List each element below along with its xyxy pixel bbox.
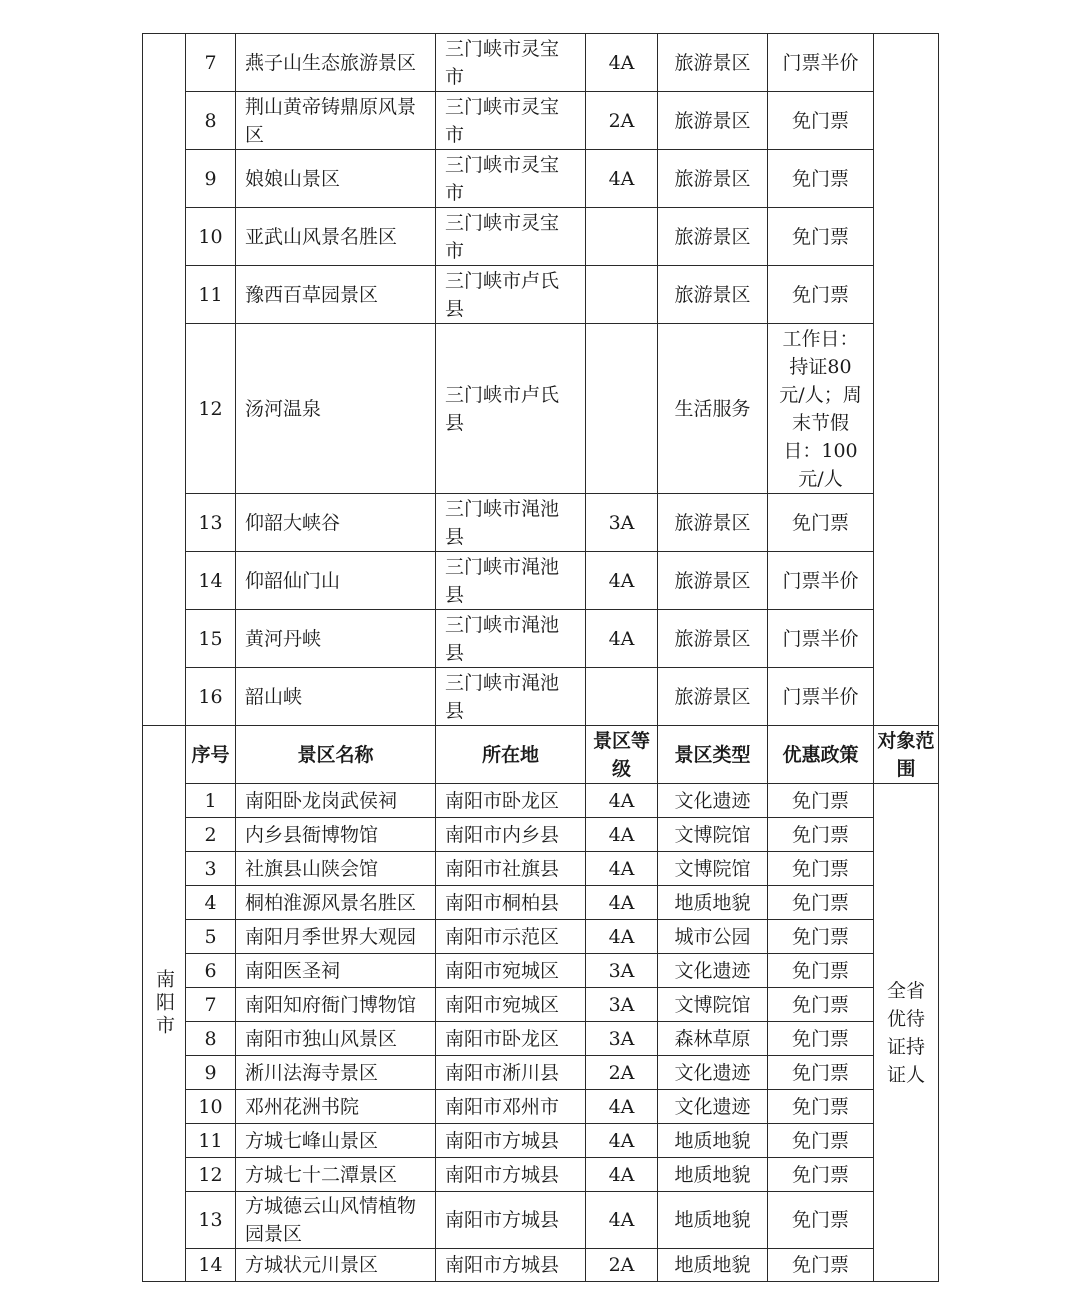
policy: 门票半价 <box>768 668 874 726</box>
table-row <box>143 34 939 92</box>
grade <box>586 324 658 494</box>
scenic-name: 娘娘山景区 <box>236 150 436 208</box>
policy: 免门票 <box>768 784 874 818</box>
scenic-type: 森林草原 <box>658 1022 768 1056</box>
location: 南阳市示范区 <box>436 920 586 954</box>
scenic-type: 地质地貌 <box>658 1249 768 1282</box>
scenic-name: 内乡县衙博物馆 <box>236 818 436 852</box>
policy: 免门票 <box>768 1158 874 1192</box>
scenic-name: 方城七峰山景区 <box>236 1124 436 1158</box>
grade: 4A <box>586 34 658 92</box>
row-number: 14 <box>186 1249 236 1282</box>
location: 三门峡市渑池县 <box>436 494 586 552</box>
table-row <box>143 150 939 208</box>
header-name: 景区名称 <box>236 726 436 784</box>
location: 三门峡市卢氏县 <box>436 266 586 324</box>
scenic-spots-table <box>142 33 939 1282</box>
row-number: 14 <box>186 552 236 610</box>
table-row <box>143 552 939 610</box>
row-number: 7 <box>186 34 236 92</box>
scenic-type: 旅游景区 <box>658 610 768 668</box>
location: 三门峡市渑池县 <box>436 668 586 726</box>
scenic-type: 地质地貌 <box>658 1124 768 1158</box>
policy: 免门票 <box>768 1124 874 1158</box>
row-number: 9 <box>186 1056 236 1090</box>
scenic-type: 文化遗迹 <box>658 784 768 818</box>
policy: 免门票 <box>768 852 874 886</box>
scenic-type: 文博院馆 <box>658 988 768 1022</box>
row-number: 11 <box>186 1124 236 1158</box>
table-row <box>143 920 939 954</box>
policy: 免门票 <box>768 1056 874 1090</box>
row-number: 7 <box>186 988 236 1022</box>
scenic-type: 文化遗迹 <box>658 1056 768 1090</box>
grade <box>586 266 658 324</box>
table-row <box>143 208 939 266</box>
row-number: 11 <box>186 266 236 324</box>
grade: 2A <box>586 1249 658 1282</box>
scenic-type: 旅游景区 <box>658 494 768 552</box>
scenic-type: 文博院馆 <box>658 818 768 852</box>
scope-cell: 全省优待证持证人 <box>874 784 939 1282</box>
grade: 4A <box>586 552 658 610</box>
scenic-type: 生活服务 <box>658 324 768 494</box>
policy: 免门票 <box>768 266 874 324</box>
row-number: 8 <box>186 1022 236 1056</box>
location: 南阳市卧龙区 <box>436 784 586 818</box>
grade: 2A <box>586 92 658 150</box>
location: 三门峡市灵宝市 <box>436 92 586 150</box>
table-row <box>143 1022 939 1056</box>
scenic-type: 文化遗迹 <box>658 954 768 988</box>
header-scope: 对象范围 <box>874 726 939 784</box>
row-number: 16 <box>186 668 236 726</box>
header-no: 序号 <box>186 726 236 784</box>
scenic-type: 文化遗迹 <box>658 1090 768 1124</box>
scenic-type: 旅游景区 <box>658 92 768 150</box>
table-row <box>143 1056 939 1090</box>
grade: 4A <box>586 852 658 886</box>
scenic-name: 南阳卧龙岗武侯祠 <box>236 784 436 818</box>
table-row <box>143 818 939 852</box>
scenic-name: 邓州花洲书院 <box>236 1090 436 1124</box>
scenic-name: 燕子山生态旅游景区 <box>236 34 436 92</box>
policy: 免门票 <box>768 920 874 954</box>
policy: 免门票 <box>768 1192 874 1249</box>
scenic-name: 仰韶大峡谷 <box>236 494 436 552</box>
policy: 免门票 <box>768 150 874 208</box>
grade: 3A <box>586 954 658 988</box>
scenic-name: 南阳市独山风景区 <box>236 1022 436 1056</box>
location: 三门峡市灵宝市 <box>436 34 586 92</box>
grade: 3A <box>586 494 658 552</box>
grade: 3A <box>586 1022 658 1056</box>
location: 南阳市内乡县 <box>436 818 586 852</box>
policy: 门票半价 <box>768 552 874 610</box>
scenic-name: 方城状元川景区 <box>236 1249 436 1282</box>
row-number: 13 <box>186 1192 236 1249</box>
location: 三门峡市卢氏县 <box>436 324 586 494</box>
scenic-name: 方城德云山风情植物园景区 <box>236 1192 436 1249</box>
grade <box>586 668 658 726</box>
table-row <box>143 1090 939 1124</box>
location: 南阳市邓州市 <box>436 1090 586 1124</box>
scenic-type: 文博院馆 <box>658 852 768 886</box>
scenic-name: 荆山黄帝铸鼎原风景区 <box>236 92 436 150</box>
policy: 免门票 <box>768 494 874 552</box>
scenic-name: 亚武山风景名胜区 <box>236 208 436 266</box>
scenic-name: 桐柏淮源风景名胜区 <box>236 886 436 920</box>
policy: 免门票 <box>768 886 874 920</box>
row-number: 6 <box>186 954 236 988</box>
policy: 免门票 <box>768 818 874 852</box>
table-row <box>143 610 939 668</box>
grade: 4A <box>586 886 658 920</box>
city-cell <box>143 34 186 726</box>
table-row <box>143 324 939 494</box>
table-body <box>143 34 939 1282</box>
scenic-name: 淅川法海寺景区 <box>236 1056 436 1090</box>
grade: 4A <box>586 150 658 208</box>
location: 三门峡市渑池县 <box>436 552 586 610</box>
scenic-name: 韶山峡 <box>236 668 436 726</box>
row-number: 8 <box>186 92 236 150</box>
grade: 4A <box>586 1158 658 1192</box>
grade: 4A <box>586 784 658 818</box>
scenic-name: 方城七十二潭景区 <box>236 1158 436 1192</box>
table-row <box>143 852 939 886</box>
policy: 门票半价 <box>768 610 874 668</box>
scenic-type: 地质地貌 <box>658 1192 768 1249</box>
policy: 免门票 <box>768 1090 874 1124</box>
table-row <box>143 668 939 726</box>
scenic-type: 地质地貌 <box>658 886 768 920</box>
policy: 免门票 <box>768 208 874 266</box>
row-number: 10 <box>186 1090 236 1124</box>
scenic-name: 南阳知府衙门博物馆 <box>236 988 436 1022</box>
scenic-type: 旅游景区 <box>658 552 768 610</box>
table-row <box>143 1192 939 1249</box>
policy: 免门票 <box>768 954 874 988</box>
row-number: 12 <box>186 324 236 494</box>
table-row <box>143 886 939 920</box>
scope-cell <box>874 34 939 726</box>
header-policy: 优惠政策 <box>768 726 874 784</box>
policy: 免门票 <box>768 92 874 150</box>
location: 南阳市宛城区 <box>436 988 586 1022</box>
location: 南阳市淅川县 <box>436 1056 586 1090</box>
location: 三门峡市渑池县 <box>436 610 586 668</box>
grade: 4A <box>586 920 658 954</box>
location: 南阳市卧龙区 <box>436 1022 586 1056</box>
location: 南阳市宛城区 <box>436 954 586 988</box>
table-row <box>143 266 939 324</box>
location: 南阳市方城县 <box>436 1249 586 1282</box>
policy: 门票半价 <box>768 34 874 92</box>
table-row <box>143 494 939 552</box>
table-row <box>143 988 939 1022</box>
policy: 免门票 <box>768 1249 874 1282</box>
row-number: 1 <box>186 784 236 818</box>
grade: 4A <box>586 610 658 668</box>
grade: 4A <box>586 1192 658 1249</box>
location: 南阳市方城县 <box>436 1158 586 1192</box>
grade: 4A <box>586 1124 658 1158</box>
location: 南阳市方城县 <box>436 1192 586 1249</box>
scenic-name: 社旗县山陕会馆 <box>236 852 436 886</box>
location: 南阳市桐柏县 <box>436 886 586 920</box>
grade <box>586 208 658 266</box>
row-number: 2 <box>186 818 236 852</box>
scenic-name: 仰韶仙门山 <box>236 552 436 610</box>
row-number: 10 <box>186 208 236 266</box>
policy: 工作日：持证80元/人；周末节假日：100元/人 <box>768 324 874 494</box>
table-row <box>143 1158 939 1192</box>
scenic-name: 豫西百草园景区 <box>236 266 436 324</box>
scenic-type: 旅游景区 <box>658 34 768 92</box>
location: 南阳市方城县 <box>436 1124 586 1158</box>
policy: 免门票 <box>768 1022 874 1056</box>
header-location: 所在地 <box>436 726 586 784</box>
scenic-type: 旅游景区 <box>658 208 768 266</box>
scenic-type: 旅游景区 <box>658 266 768 324</box>
location: 南阳市社旗县 <box>436 852 586 886</box>
scenic-name: 汤河温泉 <box>236 324 436 494</box>
header-type: 景区类型 <box>658 726 768 784</box>
scenic-type: 城市公园 <box>658 920 768 954</box>
row-number: 9 <box>186 150 236 208</box>
grade: 4A <box>586 818 658 852</box>
city-cell: 南阳市 <box>143 726 186 1282</box>
row-number: 12 <box>186 1158 236 1192</box>
scenic-name: 南阳月季世界大观园 <box>236 920 436 954</box>
scenic-type: 旅游景区 <box>658 150 768 208</box>
table-row <box>143 954 939 988</box>
row-number: 5 <box>186 920 236 954</box>
scenic-name: 南阳医圣祠 <box>236 954 436 988</box>
row-number: 3 <box>186 852 236 886</box>
table-row <box>143 1124 939 1158</box>
grade: 3A <box>586 988 658 1022</box>
scenic-type: 地质地貌 <box>658 1158 768 1192</box>
policy: 免门票 <box>768 988 874 1022</box>
table-row <box>143 1249 939 1282</box>
grade: 4A <box>586 1090 658 1124</box>
row-number: 15 <box>186 610 236 668</box>
row-number: 13 <box>186 494 236 552</box>
header-grade: 景区等级 <box>586 726 658 784</box>
location: 三门峡市灵宝市 <box>436 208 586 266</box>
grade: 2A <box>586 1056 658 1090</box>
scenic-type: 旅游景区 <box>658 668 768 726</box>
scenic-name: 黄河丹峡 <box>236 610 436 668</box>
row-number: 4 <box>186 886 236 920</box>
table-row <box>143 784 939 818</box>
location: 三门峡市灵宝市 <box>436 150 586 208</box>
table-row <box>143 92 939 150</box>
table-header-row <box>143 726 939 784</box>
